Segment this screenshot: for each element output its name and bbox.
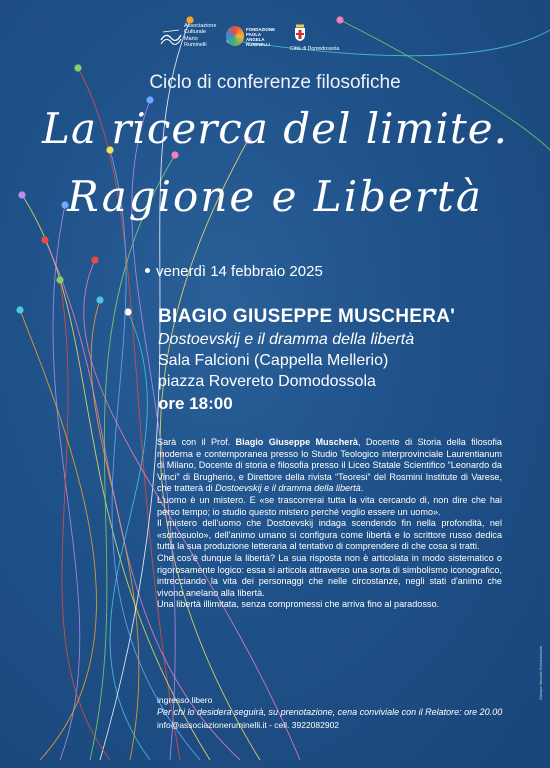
associazione-logo-line: Mario (184, 35, 198, 42)
associazione-logo-line: Culturale (184, 29, 207, 36)
thread-dot (91, 256, 98, 263)
thread-line (20, 310, 97, 760)
thread-line (91, 300, 139, 760)
description-text: , Docente di Storia della filosofia moderna e contemporanea presso lo Studio Teologico interprovinciale Laurentianum di Milano, Docente di storia e filosofia presso il Liceo Statale Scientifico “Leonardo da Vinci” di Brugherio, e Direttore della rivista “Teoresi” del Rosmini Institute di Varese (157, 437, 502, 482)
description-paragraph: Che cos'è dunque la libertà? La sua risposta non è articolata in modo sistematico o rigorosamente logico: essa si articola attraverso una sorta di simbolismo iconografico, intrecciando la vita dei personaggi che nelle circostanze, negli stati d'animo che vivono anelano alla libertà. (157, 552, 502, 598)
description-paragraph: Una libertà illimitata, senza compromessi che arriva fino al paradosso. (157, 599, 440, 610)
main-title-line1: La ricerca del limite. (42, 104, 508, 153)
main-title-line2: Ragione e Libertà (67, 172, 483, 221)
description-paragraph: Il mistero dell'uomo che Dostoevskij indaga scendendo fin nella profondità, nel «sottosuolo», dell'animo umano si configura come libertà e lo scrittore russo dedica tutta la sua produzione letteraria al tentativo di comprendere di che cosa si tratti. (157, 518, 502, 552)
associazione-logo (160, 22, 230, 56)
description-paragraph (157, 437, 502, 495)
series-title: Ciclo di conferenze filosofiche (149, 72, 401, 93)
dinner-note: Per chi lo desidera seguirà, su prenotazione, cena conviviale con il Relatore: ore 20.00 (157, 707, 503, 717)
wave-icon (160, 26, 182, 48)
fondazione-mark-icon (226, 26, 244, 46)
description-text: . (360, 483, 364, 494)
event-time: ore 18:00 (158, 394, 233, 413)
entry-note: ingresso libero (157, 695, 213, 705)
associazione-logo-line: Ruminelli (184, 41, 207, 48)
associazione-logo-line: Associazione (184, 23, 217, 29)
description-text: Sarà con il Prof. (157, 437, 236, 447)
thread-dot (96, 296, 103, 303)
city-crest-icon (294, 24, 306, 42)
address: piazza Rovereto Domodossola (158, 373, 376, 390)
thread-line (60, 280, 110, 760)
city-logo-label: Città di Domodossola (290, 46, 340, 52)
venue: Sala Falcioni (Cappella Mellerio) (158, 352, 389, 369)
side-credit: Stampa Mazzali Domodossola (538, 645, 543, 700)
description-text: , che tratterà di (157, 471, 502, 494)
thread-dot (16, 306, 23, 313)
fondazione-logo-line: PAOLA (246, 32, 262, 37)
description-paragraph: L'uomo è un mistero. E «se trascorrerai tutta la vita cercando di, non dire che hai perso tempo; io studio questo mistero perché voglio essere un uomo». (157, 494, 502, 517)
logo-row (160, 22, 360, 56)
fondazione-logo-line: FONDAZIONE (246, 27, 276, 32)
thread-dot (146, 96, 153, 103)
thread-dot (18, 191, 25, 198)
footer (157, 694, 527, 732)
event-date: venerdì 14 febbraio 2025 (156, 263, 323, 280)
thread-dot (74, 64, 81, 71)
fondazione-logo (226, 26, 280, 52)
description (157, 437, 502, 611)
fondazione-logo-line: ANGELA (246, 37, 265, 42)
speaker-name: BIAGIO GIUSEPPE MUSCHERA' (158, 306, 456, 327)
thread-line (53, 205, 80, 760)
date-bullet-icon (145, 268, 150, 273)
speaker-name-inline: Biagio Giuseppe Muscherà (235, 437, 358, 447)
talk-title: Dostoevskij e il dramma della libertà (158, 331, 415, 348)
fondazione-logo-line: RUMINELLI (246, 42, 270, 47)
thread-dot (56, 276, 63, 283)
city-logo (290, 22, 360, 56)
contact-info[interactable]: info@associazioneruminelli.it - cell. 3922082902 (157, 720, 340, 730)
thread-dot (41, 236, 48, 243)
event-info (158, 305, 518, 416)
talk-title-inline: Dostoevskij e il dramma della libertà (215, 483, 361, 494)
thread-line (110, 312, 150, 760)
